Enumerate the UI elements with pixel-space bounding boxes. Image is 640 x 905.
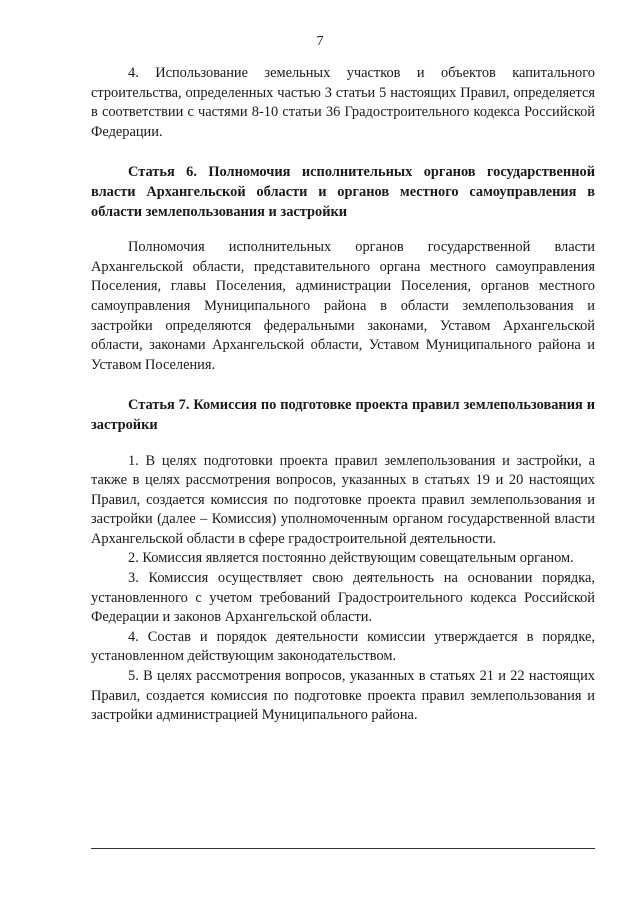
article-7-item-4: 4. Состав и порядок деятельности комиссии утверждается в порядке, установленном действующим законодательством.: [91, 628, 595, 665]
article-6-heading: Статья 6. Полномочия исполнительных органов государственной власти Архангельской области и органов местного самоуправления в области землепользования и застройки: [91, 164, 595, 220]
article-7-item-2: 2. Комиссия является постоянно действующим совещательным органом.: [128, 550, 574, 567]
document-body: [91, 64, 595, 726]
article-7-item-5: 5. В целях рассмотрения вопросов, указанных в статьях 21 и 22 настоящих Правил, создается комиссия по подготовке проекта правил землепользования и застройки администрацией Муниципального района.: [91, 668, 595, 724]
article-7-item-1: 1. В целях подготовки проекта правил землепользования и застройки, а также в целях рассмотрения вопросов, указанных в статьях 19 и 20 настоящих Правил, создается комиссия по подготовке проекта правил землепользования и застройки (далее – Комиссия) уполномоченным органом государственной власти Архангельской области в сфере градостроительной деятельности.: [91, 452, 595, 547]
footer-divider: [91, 848, 595, 849]
article-6-body: Полномочия исполнительных органов государственной власти Архангельской области, представительного органа местного самоуправления Поселения, главы Поселения, администрации Поселения, органов местного самоуправления Муниципального района в области землепользования и застройки определяются федеральными законами, Уставом Архангельской области, законами Архангельской области, Уставом Муниципального района и Уставом Поселения.: [91, 239, 595, 373]
article-7-item-3: 3. Комиссия осуществляет свою деятельность на основании порядка, установленного с учетом требований Градостроительного кодекса Российской Федерации и законов Архангельской области.: [91, 570, 595, 626]
article-7-heading: Статья 7. Комиссия по подготовке проекта правил землепользования и застройки: [91, 397, 595, 433]
page-number: 7: [316, 34, 324, 49]
article-5-item-4: 4. Использование земельных участков и объектов капитального строительства, определенных частью 3 статьи 5 настоящих Правил, определяется в соответствии с частями 8-10 статьи 36 Градостроительного кодекса Российской Федерации.: [91, 65, 595, 140]
